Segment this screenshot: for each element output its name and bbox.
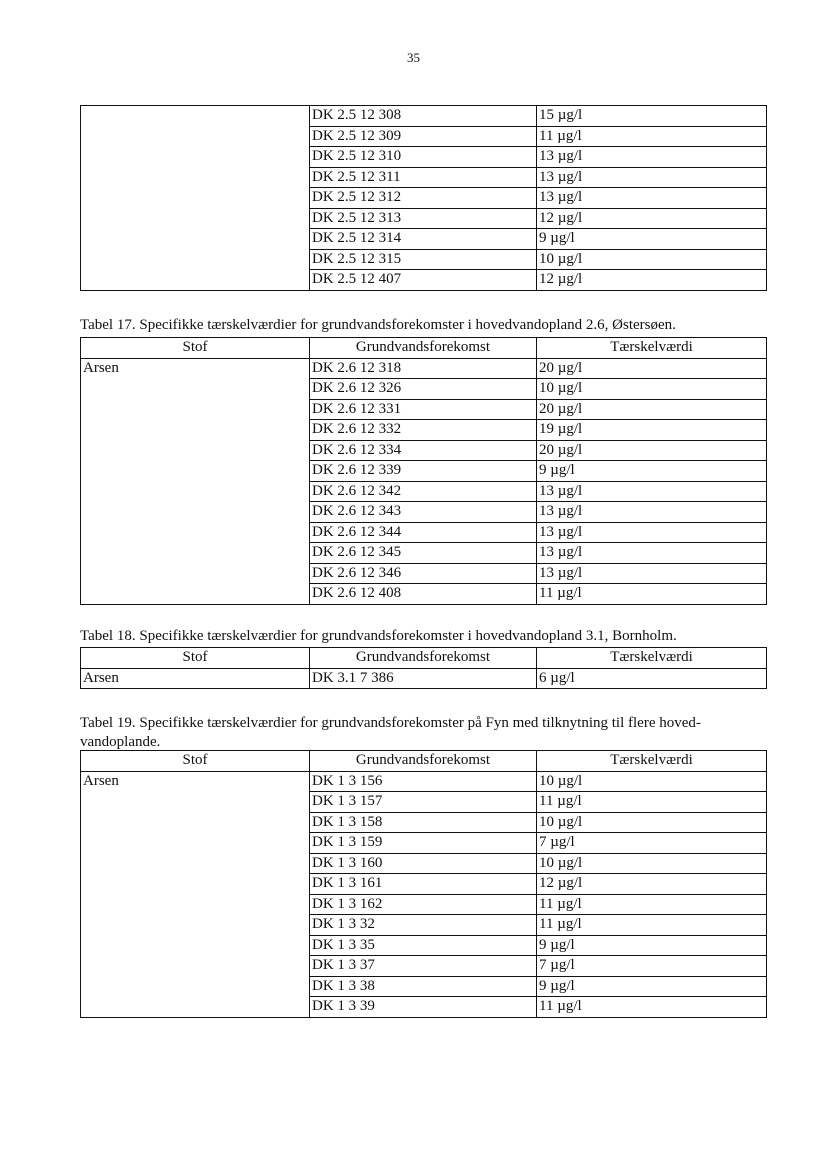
table-row	[81, 668, 767, 689]
taerskelvaerdi-cell: 12 µg/l	[537, 874, 767, 895]
header-taerskelvaerdi: Tærskelværdi	[537, 648, 767, 669]
table-18-caption: Tabel 18. Specifikke tærskelværdier for grundvandsforekomster i hovedvandopland 3.1, Bornholm.	[80, 628, 677, 644]
table-continued	[80, 105, 767, 291]
header-taerskelvaerdi: Tærskelværdi	[537, 338, 767, 359]
table-18	[80, 647, 767, 689]
taerskelvaerdi-cell: 10 µg/l	[537, 771, 767, 792]
forekomst-cell: DK 1 3 157	[310, 792, 537, 813]
forekomst-cell: DK 2.6 12 344	[310, 522, 537, 543]
forekomst-cell: DK 2.6 12 345	[310, 543, 537, 564]
header-stof: Stof	[81, 751, 310, 772]
taerskelvaerdi-cell: 13 µg/l	[537, 481, 767, 502]
taerskelvaerdi-cell: 9 µg/l	[537, 229, 767, 250]
table-17-caption: Tabel 17. Specifikke tærskelværdier for grundvandsforekomster i hovedvandopland 2.6, Østersøen.	[80, 317, 676, 333]
taerskelvaerdi-cell: 12 µg/l	[537, 208, 767, 229]
taerskelvaerdi-cell: 12 µg/l	[537, 270, 767, 291]
forekomst-cell: DK 2.5 12 407	[310, 270, 537, 291]
forekomst-cell: DK 1 3 32	[310, 915, 537, 936]
taerskelvaerdi-cell: 13 µg/l	[537, 502, 767, 523]
forekomst-cell: DK 1 3 156	[310, 771, 537, 792]
forekomst-cell: DK 1 3 35	[310, 935, 537, 956]
taerskelvaerdi-cell: 11 µg/l	[537, 915, 767, 936]
taerskelvaerdi-cell: 10 µg/l	[537, 812, 767, 833]
forekomst-cell: DK 1 3 38	[310, 976, 537, 997]
forekomst-cell: DK 2.6 12 326	[310, 379, 537, 400]
header-stof: Stof	[81, 648, 310, 669]
forekomst-cell: DK 2.5 12 310	[310, 147, 537, 168]
forekomst-cell: DK 2.5 12 313	[310, 208, 537, 229]
table-body	[81, 106, 767, 291]
table-body	[81, 668, 767, 689]
taerskelvaerdi-cell: 13 µg/l	[537, 543, 767, 564]
taerskelvaerdi-cell: 9 µg/l	[537, 976, 767, 997]
forekomst-cell: DK 1 3 159	[310, 833, 537, 854]
taerskelvaerdi-cell: 10 µg/l	[537, 379, 767, 400]
taerskelvaerdi-cell: 11 µg/l	[537, 126, 767, 147]
table-17	[80, 337, 767, 605]
table-row	[81, 106, 767, 127]
forekomst-cell: DK 1 3 161	[310, 874, 537, 895]
stof-cell: Arsen	[81, 358, 310, 604]
forekomst-cell: DK 2.6 12 318	[310, 358, 537, 379]
forekomst-cell: DK 1 3 39	[310, 997, 537, 1018]
table-header-row	[81, 648, 767, 669]
taerskelvaerdi-cell: 10 µg/l	[537, 249, 767, 270]
taerskelvaerdi-cell: 7 µg/l	[537, 833, 767, 854]
table-header-row	[81, 751, 767, 772]
forekomst-cell: DK 2.6 12 332	[310, 420, 537, 441]
stof-cell: Arsen	[81, 668, 310, 689]
stof-cell: Arsen	[81, 771, 310, 1017]
forekomst-cell: DK 2.5 12 309	[310, 126, 537, 147]
taerskelvaerdi-cell: 13 µg/l	[537, 147, 767, 168]
forekomst-cell: DK 2.6 12 343	[310, 502, 537, 523]
taerskelvaerdi-cell: 9 µg/l	[537, 461, 767, 482]
forekomst-cell: DK 2.6 12 334	[310, 440, 537, 461]
header-stof: Stof	[81, 338, 310, 359]
forekomst-cell: DK 2.6 12 342	[310, 481, 537, 502]
forekomst-cell: DK 2.6 12 346	[310, 563, 537, 584]
forekomst-cell: DK 1 3 160	[310, 853, 537, 874]
forekomst-cell: DK 2.5 12 311	[310, 167, 537, 188]
forekomst-cell: DK 2.5 12 308	[310, 106, 537, 127]
table-row	[81, 771, 767, 792]
table-body	[81, 771, 767, 1017]
header-grundvandsforekomst: Grundvandsforekomst	[310, 751, 537, 772]
forekomst-cell: DK 3.1 7 386	[310, 668, 537, 689]
taerskelvaerdi-cell: 19 µg/l	[537, 420, 767, 441]
taerskelvaerdi-cell: 20 µg/l	[537, 440, 767, 461]
taerskelvaerdi-cell: 11 µg/l	[537, 792, 767, 813]
table-19	[80, 750, 767, 1018]
forekomst-cell: DK 2.5 12 314	[310, 229, 537, 250]
table-19-caption: Tabel 19. Specifikke tærskelværdier for grundvandsforekomster på Fyn med tilknytning til flere hoved-vandoplande.	[80, 715, 701, 750]
taerskelvaerdi-cell: 13 µg/l	[537, 563, 767, 584]
table-body	[81, 358, 767, 604]
forekomst-cell: DK 1 3 158	[310, 812, 537, 833]
taerskelvaerdi-cell: 13 µg/l	[537, 522, 767, 543]
header-grundvandsforekomst: Grundvandsforekomst	[310, 648, 537, 669]
taerskelvaerdi-cell: 11 µg/l	[537, 894, 767, 915]
header-taerskelvaerdi: Tærskelværdi	[537, 751, 767, 772]
forekomst-cell: DK 2.6 12 331	[310, 399, 537, 420]
taerskelvaerdi-cell: 10 µg/l	[537, 853, 767, 874]
page-number: 35	[407, 50, 420, 65]
taerskelvaerdi-cell: 13 µg/l	[537, 167, 767, 188]
taerskelvaerdi-cell: 7 µg/l	[537, 956, 767, 977]
table-header-row	[81, 338, 767, 359]
forekomst-cell: DK 2.6 12 339	[310, 461, 537, 482]
taerskelvaerdi-cell: 11 µg/l	[537, 584, 767, 605]
forekomst-cell: DK 1 3 162	[310, 894, 537, 915]
taerskelvaerdi-cell: 20 µg/l	[537, 399, 767, 420]
taerskelvaerdi-cell: 20 µg/l	[537, 358, 767, 379]
taerskelvaerdi-cell: 6 µg/l	[537, 668, 767, 689]
header-grundvandsforekomst: Grundvandsforekomst	[310, 338, 537, 359]
forekomst-cell: DK 1 3 37	[310, 956, 537, 977]
forekomst-cell: DK 2.6 12 408	[310, 584, 537, 605]
taerskelvaerdi-cell: 11 µg/l	[537, 997, 767, 1018]
taerskelvaerdi-cell: 15 µg/l	[537, 106, 767, 127]
taerskelvaerdi-cell: 9 µg/l	[537, 935, 767, 956]
taerskelvaerdi-cell: 13 µg/l	[537, 188, 767, 209]
forekomst-cell: DK 2.5 12 315	[310, 249, 537, 270]
forekomst-cell: DK 2.5 12 312	[310, 188, 537, 209]
stof-cell	[81, 106, 310, 291]
table-row	[81, 358, 767, 379]
